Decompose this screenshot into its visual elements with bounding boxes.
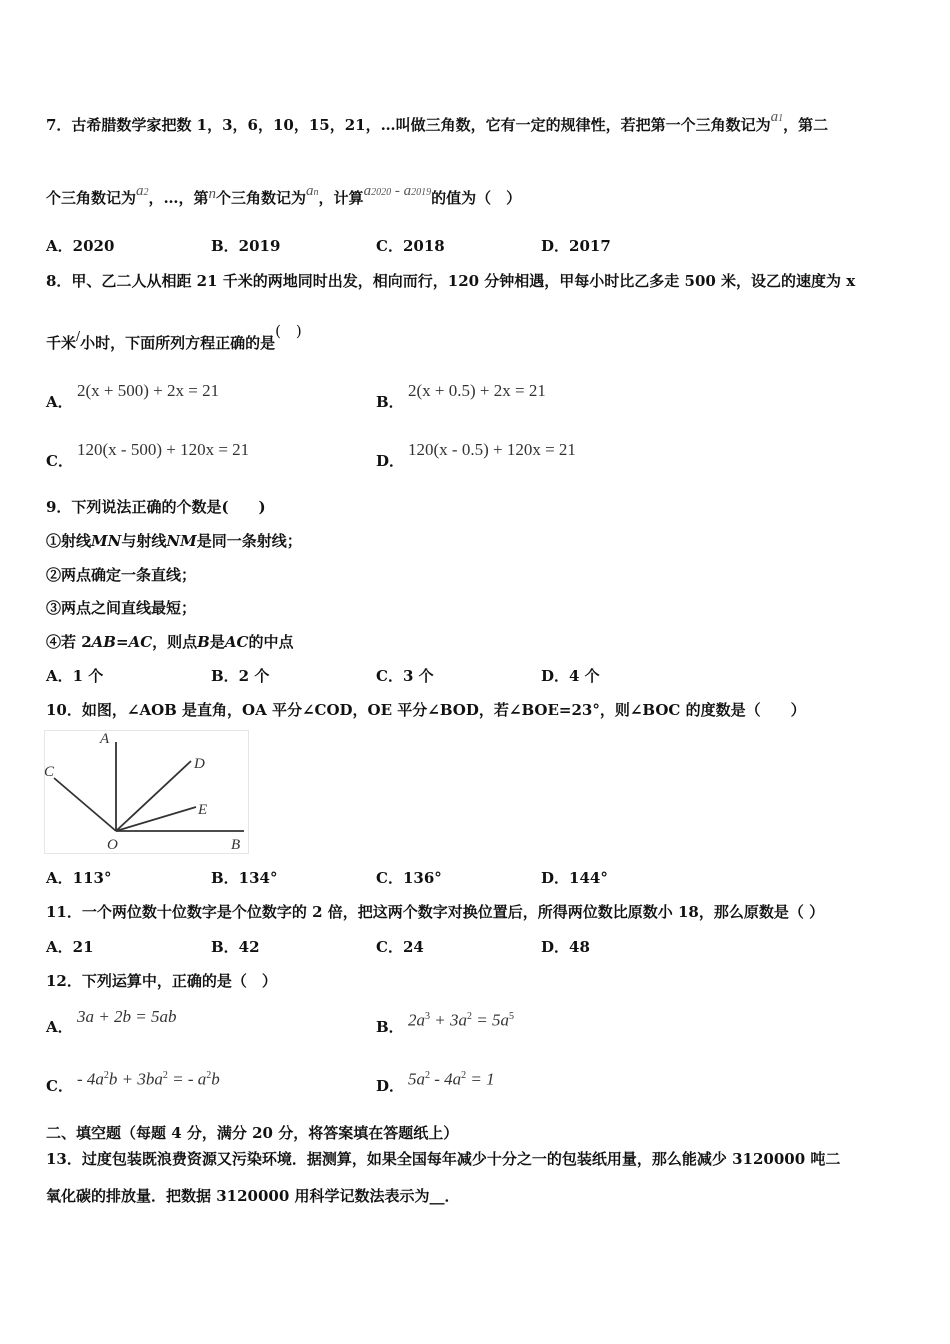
q7-option-d[interactable]: D．2017 [541,237,611,255]
q7-option-b[interactable]: B．2019 [211,237,281,255]
q7-line1: 7．古希腊数学家把数 1，3，6，10，15，21，…叫做三角数，它有一定的规律性，若把第一个三角数记为a1，第二 [46,109,829,134]
q12-formula-a: 3a + 2b = 5ab [77,1007,177,1026]
q8-option-c[interactable]: C． [46,452,73,470]
label-e: E [198,802,208,818]
q8-line1: 8．甲、乙二人从相距 21 千米的两地同时出发，相向而行，120 分钟相遇，甲每小时比乙多走 500 米，设乙的速度为 x [46,272,856,290]
q12-option-c[interactable]: C． [46,1077,73,1095]
q9-option-c[interactable]: C．3 个 [376,667,434,685]
q9-stem: 9．下列说法正确的个数是( ) [46,498,266,516]
q8-formula-b: 2(x + 0.5) + 2x = 21 [408,381,546,400]
q9-statement-3: ③两点之间直线最短； [46,599,197,617]
q9-statement-1: ①射线MN与射线NM是同一条射线； [46,532,302,550]
q8-option-a[interactable]: A． [46,393,73,411]
q9-statement-2: ②两点确定一条直线； [46,566,197,584]
label-c: C [44,764,55,780]
an-symbol: an [306,183,319,199]
figure-border [45,731,249,854]
q7-option-a[interactable]: A．2020 [46,237,115,255]
q7-option-c[interactable]: C．2018 [376,237,445,255]
q8-option-b[interactable]: B． [376,393,404,411]
q12-formula-d: $5a^2 - 4a^2 = 1$ [408,1069,495,1089]
q11-option-d[interactable]: D．48 [541,938,590,956]
q9-option-a[interactable]: A．1 个 [46,667,104,685]
q11-stem: 11．一个两位数十位数字是个位数字的 2 倍，把这两个数字对换位置后，所得两位数比原数小 18，那么原数是（ ） [46,903,825,921]
q7-line2: 个三角数记为a2，…，第n个三角数记为an，计算a2020 - a2019的值为（ ） [46,183,522,207]
label-d: D [194,756,205,772]
section2-title: 二、填空题（每题 4 分，满分 20 分，将答案填在答题纸上） [46,1124,459,1142]
a2020-minus-a2019: a2020 - a2019 [363,183,432,199]
q12-option-a[interactable]: A． [46,1018,73,1036]
q8-formula-a: 2(x + 500) + 2x = 21 [77,381,220,400]
q13-line1: 13．过度包装既浪费资源又污染环境．据测算，如果全国每年减少十分之一的包装纸用量，那么能减少 3120000 吨二 [46,1150,841,1168]
q8-formula-c: 120(x - 500) + 120x = 21 [77,440,250,459]
ray-oc [54,778,116,831]
a1-symbol: a1 [770,109,784,125]
q10-option-a[interactable]: A．113° [46,869,112,887]
q9-option-d[interactable]: D．4 个 [541,667,600,685]
q10-option-c[interactable]: C．136° [376,869,442,887]
q9-option-b[interactable]: B．2 个 [211,667,270,685]
q11-option-b[interactable]: B．42 [211,938,260,956]
q10-option-d[interactable]: D．144° [541,869,608,887]
q12-option-b[interactable]: B． [376,1018,404,1036]
a2-symbol: a2 [136,183,149,199]
q8-option-d[interactable]: D． [376,452,405,470]
label-o: O [107,837,118,853]
q12-formula-c: - $4a^2b + 3ba^2$ = - $a^2b$ [77,1069,220,1089]
q12-stem: 12．下列运算中，正确的是（ ） [46,972,277,990]
q11-option-c[interactable]: C．24 [376,938,424,956]
label-b: B [231,837,241,853]
q8-line2: 千米/小时，下面所列方程正确的是( ) [46,322,302,352]
q11-option-a[interactable]: A．21 [46,938,94,956]
q10-angle-figure [44,730,249,854]
label-a: A [100,731,110,747]
q10-stem: 10．如图，∠AOB 是直角，OA 平分∠COD，OE 平分∠BOD，若∠BOE=23°，则∠BOC 的度数是（ ） [46,701,806,719]
q12-formula-b: $2a^3 + 3a^2 = 5a^5$ [408,1010,514,1030]
q9-statement-4: ④若 2AB=AC，则点B是AC的中点 [46,633,294,651]
n-symbol: n [208,186,217,202]
q13-line2: 氧化碳的排放量．把数据 3120000 用科学记数法表示为__． [46,1187,460,1205]
q10-option-b[interactable]: B．134° [211,869,278,887]
q8-formula-d: 120(x - 0.5) + 120x = 21 [408,440,576,459]
q12-option-d[interactable]: D． [376,1077,405,1095]
